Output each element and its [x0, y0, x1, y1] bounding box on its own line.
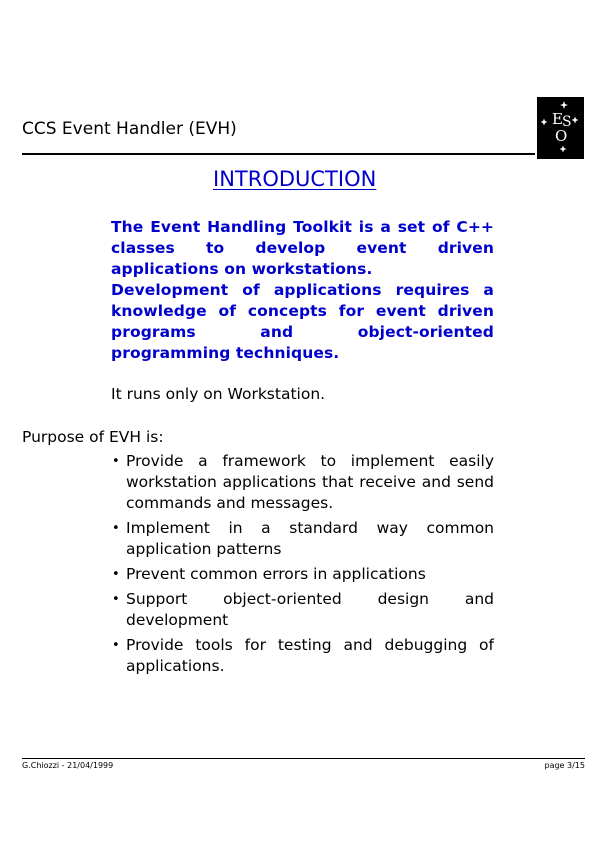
purpose-label: Purpose of EVH is: — [22, 428, 164, 446]
header-divider — [22, 153, 535, 155]
eso-logo-graphic — [537, 97, 584, 159]
list-item-text: Prevent common errors in applications — [126, 565, 426, 583]
list-item-text: Provide tools for testing and debugging of applications. — [126, 636, 494, 675]
bullet-icon: • — [112, 567, 120, 582]
list-item — [111, 564, 494, 585]
bullet-icon: • — [112, 521, 120, 536]
list-item — [111, 589, 494, 631]
platform-note: It runs only on Workstation. — [111, 385, 326, 403]
section-title: INTRODUCTION — [213, 167, 377, 191]
intro-paragraph: Development of applications requires a knowledge of concepts for event driven programs and object-oriented programming techniques. — [111, 281, 494, 362]
bullet-icon: • — [112, 592, 120, 607]
list-item — [111, 451, 494, 514]
intro-block — [111, 217, 494, 364]
page-number: page 3/15 — [544, 761, 585, 770]
list-item-text: Provide a framework to implement easily workstation applications that receive and send commands and messages. — [126, 452, 494, 512]
bullet-icon: • — [112, 638, 120, 653]
footer-author-date: G.Chiozzi - 21/04/1999 — [22, 761, 114, 770]
logo-letter-s: S — [562, 114, 572, 130]
intro-paragraph: The Event Handling Toolkit is a set of C++ classes to develop event driven applications on workstations. — [111, 218, 494, 278]
logo-letter-e: E — [552, 110, 563, 128]
list-item-text: Support object-oriented design and development — [126, 590, 494, 629]
list-item-text: Implement in a standard way common application patterns — [126, 519, 494, 558]
footer-divider — [22, 758, 585, 759]
list-item — [111, 518, 494, 560]
eso-logo — [537, 97, 584, 159]
document-title: CCS Event Handler (EVH) — [22, 119, 237, 139]
list-item — [111, 635, 494, 677]
logo-letter-o: O — [555, 127, 568, 145]
bullet-icon: • — [112, 454, 120, 469]
purpose-list — [111, 451, 494, 681]
